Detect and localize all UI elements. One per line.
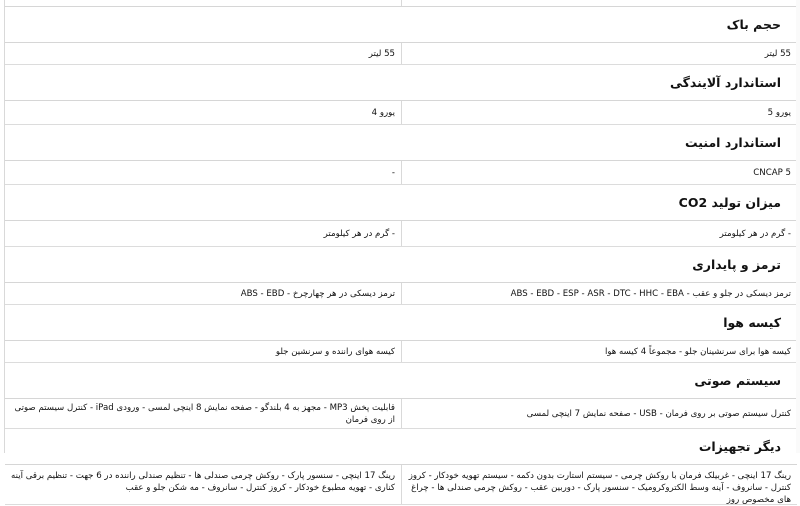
section-other-equipment [5, 429, 797, 505]
value-car-right: رینگ 17 اینچی - غربیلک فرمان با روکش چرمی - سیستم استارت بدون دکمه - سیستم تهویه خودکار - کروز کنترل - سانروف - آینه وسط الکتروکرومیک - سنسور پارک - دوربین عقب - روکش چرمی صندلی ها - چراغ های مخصوص روز [401, 465, 797, 504]
value-car-left: قابلیت پخش MP3 - مجهز به 4 بلندگو - صفحه نمایش 8 اینچی لمسی - ورودی iPad - کنترل سیستم صوتی از روی فرمان [14, 402, 395, 425]
value-car-right: ترمز دیسکی در جلو و عقب - ABS - EBD - ESP - ASR - DTC - HHC - EBA [401, 283, 797, 304]
table-row [5, 161, 797, 185]
section-safety-standard [5, 125, 797, 185]
value-car-right: کیسه هوا برای سرنشینان جلو - مجموعاً 4 کیسه هوا [401, 341, 797, 362]
page-scrollbar-edge[interactable] [796, 0, 800, 453]
section-fuel-tank [5, 7, 797, 65]
value-car-left: رینگ 17 اینچی - سنسور پارک - روکش چرمی صندلی ها - تنظیم صندلی راننده در 6 جهت - تنظیم برقی آینه کناری - تهویه مطبوع خودکار - کروز کنترل - سانروف - مه شکن جلو و عقب [11, 471, 395, 493]
table-row [5, 341, 797, 363]
table-row [5, 101, 797, 125]
value-car-left: 55 لیتر [368, 48, 395, 59]
table-row [5, 221, 797, 247]
value-car-left: ترمز دیسکی در هر چهارچرخ - ABS - EBD [240, 288, 395, 299]
section-audio-system [5, 363, 797, 429]
value-car-right: - گرم در هر کیلومتر [401, 221, 797, 246]
section-title: دیگر تجهیزات [5, 429, 797, 465]
value-car-left: - [391, 167, 395, 178]
value-car-right: 55 لیتر [401, 43, 797, 64]
table-row [5, 283, 797, 305]
value-car-right: کنترل سیستم صوتی بر روی فرمان - USB - صفحه نمایش 7 اینچی لمسی [401, 399, 797, 428]
section-title: سیستم صوتی [5, 363, 797, 399]
section-title: کیسه هوا [5, 305, 797, 341]
section-co2-emission [5, 185, 797, 247]
section-emission-standard [5, 65, 797, 125]
value-car-right: CNCAP 5 [401, 161, 797, 184]
section-title: حجم باک [5, 7, 797, 43]
value-car-left: کیسه هوای راننده و سرنشین جلو [275, 346, 395, 357]
section-title: استاندارد آلایندگی [5, 65, 797, 101]
section-title: ترمز و پایداری [5, 247, 797, 283]
spec-comparison-table [4, 0, 797, 505]
section-airbags [5, 305, 797, 363]
section-title: میزان تولید CO2 [5, 185, 797, 221]
previous-row-stub [5, 0, 797, 7]
value-car-left: یورو 4 [371, 107, 395, 118]
table-row [5, 43, 797, 65]
section-title: استاندارد امنیت [5, 125, 797, 161]
value-car-left: - گرم در هر کیلومتر [323, 228, 395, 239]
section-brakes-stability [5, 247, 797, 305]
value-car-right: یورو 5 [401, 101, 797, 124]
table-row [5, 399, 797, 429]
table-row [5, 465, 797, 505]
